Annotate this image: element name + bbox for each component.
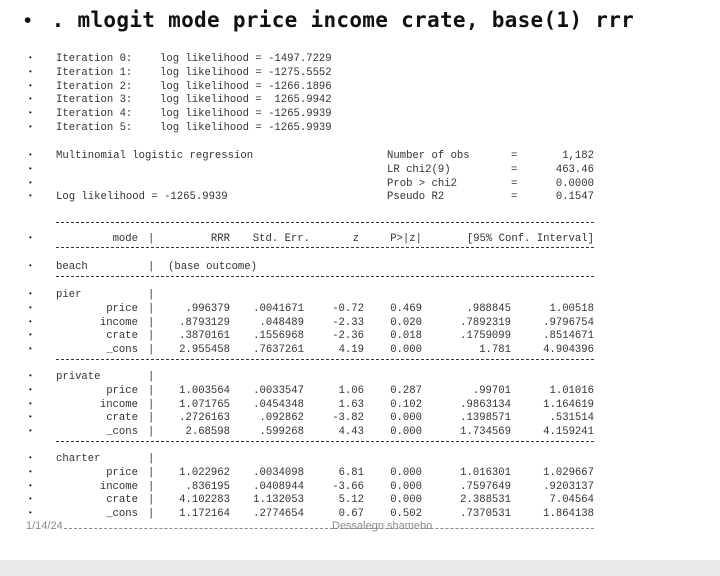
row-variable: income (99, 398, 138, 411)
row-p-value: 0.000 (390, 466, 422, 479)
row-ci-lower: 2.388531 (460, 494, 511, 507)
row-std-err: .599268 (259, 426, 304, 439)
row-std-err: .1556968 (253, 330, 304, 343)
base-outcome-name: beach (56, 261, 88, 273)
base-outcome-row (0, 260, 720, 274)
separator: | (148, 453, 155, 465)
divider-line (56, 247, 594, 248)
stat-label: Prob > chi2 (387, 177, 457, 190)
stat-equals: = (511, 177, 518, 190)
iteration-log-likelihood: log likelihood = -1275.5552 (160, 66, 332, 79)
row-p-value: 0.287 (390, 384, 422, 397)
outcome-name: charter (56, 453, 101, 465)
row-ci-upper: .9203137 (543, 480, 594, 493)
row-p-value: 0.018 (390, 330, 422, 343)
row-z: 0.67 (338, 508, 364, 521)
divider-line (56, 441, 594, 442)
row-z: 6.81 (338, 466, 364, 479)
table-row (0, 425, 720, 439)
row-std-err: .092862 (259, 412, 304, 425)
row-rrr: 1.071765 (179, 398, 230, 411)
iteration-row (0, 52, 720, 66)
row-std-err: .0034098 (253, 466, 304, 479)
iteration-label: Iteration 3: (56, 94, 133, 107)
outcome-group-row (0, 452, 720, 466)
separator: | (148, 371, 155, 383)
table-row (0, 493, 720, 507)
stat-label: LR chi2(9) (387, 163, 451, 176)
bullet: • (28, 385, 33, 395)
row-rrr: .8793129 (179, 316, 230, 329)
stat-value: 0.0000 (555, 177, 594, 190)
iteration-label: Iteration 2: (56, 80, 133, 93)
footer-author: Dessalegn shamebo (332, 520, 433, 532)
divider-line (56, 276, 594, 277)
bullet: • (28, 151, 33, 160)
separator: | (148, 426, 155, 439)
stat-equals: = (511, 191, 518, 204)
iteration-log-likelihood: log likelihood = 1265.9942 (160, 94, 332, 107)
row-ci-lower: 1.781 (479, 344, 511, 357)
row-variable: price (106, 384, 138, 397)
row-ci-lower: .99701 (472, 384, 511, 397)
stat-label: Pseudo R2 (387, 191, 445, 204)
row-rrr: 1.172164 (179, 508, 230, 521)
row-ci-upper: 4.904396 (543, 344, 594, 357)
row-z: 1.06 (338, 384, 364, 397)
outcome-group-row (0, 288, 720, 302)
row-ci-upper: .531514 (549, 412, 594, 425)
iteration-log-likelihood: log likelihood = -1266.1896 (160, 80, 332, 93)
iteration-row (0, 121, 720, 135)
row-ci-lower: .7892319 (460, 316, 511, 329)
bullet: • (28, 192, 33, 202)
bullet: • (24, 9, 32, 32)
row-z: -3.66 (332, 480, 364, 493)
iteration-row (0, 107, 720, 121)
table-row (0, 398, 720, 412)
iteration-log-likelihood: log likelihood = -1265.9939 (160, 108, 332, 121)
row-std-err: 1.132053 (253, 494, 304, 507)
row-ci-lower: 1.016301 (460, 466, 511, 479)
model-stat-row (0, 177, 720, 191)
row-variable: price (106, 466, 138, 479)
row-ci-lower: .7370531 (460, 508, 511, 521)
bullet: • (28, 95, 33, 105)
bullet: • (28, 290, 33, 299)
row-variable: income (99, 316, 138, 329)
header-conf-interval: [95% Conf. Interval] (466, 233, 594, 245)
row-variable: _cons (106, 344, 138, 357)
bullet: • (28, 123, 33, 132)
row-ci-upper: 1.00518 (549, 302, 594, 315)
row-std-err: .2774654 (253, 508, 304, 521)
table-header-row (0, 232, 720, 246)
separator: | (148, 344, 155, 357)
table-row (0, 316, 720, 330)
iteration-label: Iteration 4: (56, 108, 133, 121)
row-std-err: .0408944 (253, 480, 304, 493)
row-ci-lower: .9863134 (460, 398, 511, 411)
iteration-row (0, 66, 720, 80)
row-z: -0.72 (332, 302, 364, 315)
bullet: • (28, 509, 33, 519)
stat-equals: = (511, 150, 518, 162)
bullet: • (28, 81, 33, 91)
iteration-log-likelihood: log likelihood = -1497.7229 (160, 53, 332, 65)
row-ci-lower: .1398571 (460, 412, 511, 425)
header-z: z (352, 233, 359, 245)
bullet: • (28, 372, 33, 381)
bullet: • (28, 454, 33, 463)
row-ci-upper: 7.04564 (549, 494, 594, 507)
bullet: • (28, 317, 33, 327)
model-stat-row (0, 190, 720, 204)
row-p-value: 0.000 (390, 480, 422, 493)
row-variable: price (106, 302, 138, 315)
row-rrr: .2726163 (179, 412, 230, 425)
row-ci-lower: 1.734569 (460, 426, 511, 439)
row-rrr: .996379 (185, 302, 230, 315)
divider-line (56, 222, 594, 223)
separator: | (148, 480, 155, 493)
row-p-value: 0.000 (390, 344, 422, 357)
row-ci-lower: .1759099 (460, 330, 511, 343)
table-row (0, 302, 720, 316)
bullet: • (28, 67, 33, 77)
bullet: • (28, 109, 33, 119)
model-stat-row (0, 163, 720, 177)
table-row (0, 466, 720, 480)
row-p-value: 0.102 (390, 398, 422, 411)
divider-line (56, 359, 594, 360)
row-std-err: .048489 (259, 316, 304, 329)
separator: | (148, 466, 155, 479)
row-variable: crate (106, 412, 138, 425)
separator: | (148, 289, 155, 301)
bullet: • (28, 345, 33, 355)
base-outcome-text: (base outcome) (168, 261, 258, 273)
outcome-name: pier (56, 289, 82, 301)
row-ci-upper: 1.864138 (543, 508, 594, 521)
row-z: 4.19 (338, 344, 364, 357)
header-p: P>|z| (390, 233, 422, 245)
row-z: -3.82 (332, 412, 364, 425)
row-std-err: .7637261 (253, 344, 304, 357)
footer-date: 1/14/24 (26, 520, 63, 532)
row-rrr: .3870161 (179, 330, 230, 343)
row-variable: _cons (106, 508, 138, 521)
header-mode: mode (112, 233, 138, 245)
row-p-value: 0.469 (390, 302, 422, 315)
iteration-label: Iteration 0: (56, 53, 133, 65)
row-std-err: .0041671 (253, 302, 304, 315)
bullet: • (28, 481, 33, 491)
separator: | (148, 261, 155, 273)
bullet: • (28, 331, 33, 341)
stat-label: Number of obs (387, 150, 470, 162)
row-ci-upper: 1.164619 (543, 398, 594, 411)
header-separator: | (148, 233, 155, 245)
stat-equals: = (511, 163, 518, 176)
stat-value: 0.1547 (555, 191, 594, 204)
row-rrr: .836195 (185, 480, 230, 493)
row-rrr: 4.102283 (179, 494, 230, 507)
row-rrr: 2.68598 (185, 426, 230, 439)
row-z: 1.63 (338, 398, 364, 411)
iteration-label: Iteration 1: (56, 66, 133, 79)
outcome-name: private (56, 371, 101, 383)
row-p-value: 0.000 (390, 412, 422, 425)
separator: | (148, 302, 155, 315)
bullet: • (28, 495, 33, 505)
row-p-value: 0.502 (390, 508, 422, 521)
iteration-label: Iteration 5: (56, 122, 133, 134)
bullet: • (28, 164, 33, 174)
row-z: 4.43 (338, 426, 364, 439)
model-title-row (0, 149, 720, 163)
iteration-row (0, 80, 720, 94)
header-std-err: Std. Err. (252, 233, 310, 245)
row-p-value: 0.000 (390, 494, 422, 507)
row-ci-upper: .8514671 (543, 330, 594, 343)
separator: | (148, 330, 155, 343)
row-ci-upper: 1.01016 (549, 384, 594, 397)
separator: | (148, 412, 155, 425)
bullet: • (28, 178, 33, 188)
stat-value: 1,182 (562, 150, 594, 162)
row-p-value: 0.000 (390, 426, 422, 439)
table-row (0, 343, 720, 357)
row-std-err: .0454348 (253, 398, 304, 411)
separator: | (148, 384, 155, 397)
bullet: • (28, 413, 33, 423)
separator: | (148, 508, 155, 521)
separator: | (148, 316, 155, 329)
stat-value: 463.46 (555, 163, 594, 176)
bullet: • (28, 54, 33, 63)
command-text: . mlogit mode price income crate, base(1) rrr (51, 8, 635, 32)
table-row (0, 480, 720, 494)
separator: | (148, 398, 155, 411)
header-rrr: RRR (210, 233, 230, 245)
bullet: • (28, 467, 33, 477)
row-ci-lower: .988845 (466, 302, 511, 315)
table-row (0, 329, 720, 343)
row-rrr: 1.022962 (179, 466, 230, 479)
footer-divider (64, 528, 594, 529)
model-title: Multinomial logistic regression (56, 150, 254, 162)
table-row (0, 411, 720, 425)
row-ci-upper: 1.029667 (543, 466, 594, 479)
row-variable: income (99, 480, 138, 493)
row-p-value: 0.020 (390, 316, 422, 329)
row-z: -2.36 (332, 330, 364, 343)
row-variable: crate (106, 330, 138, 343)
row-variable: crate (106, 494, 138, 507)
bullet: • (28, 399, 33, 409)
outcome-group-row (0, 370, 720, 384)
table-row (0, 384, 720, 398)
row-ci-upper: .9796754 (543, 316, 594, 329)
bullet: • (28, 262, 33, 271)
row-variable: _cons (106, 426, 138, 439)
log-likelihood: Log likelihood = -1265.9939 (56, 191, 228, 204)
iteration-log-likelihood: log likelihood = -1265.9939 (160, 122, 332, 134)
row-ci-upper: 4.159241 (543, 426, 594, 439)
row-z: -2.33 (332, 316, 364, 329)
row-rrr: 1.003564 (179, 384, 230, 397)
bullet: • (28, 427, 33, 437)
iteration-row (0, 93, 720, 107)
separator: | (148, 494, 155, 507)
command-line (24, 8, 634, 33)
row-ci-lower: .7597649 (460, 480, 511, 493)
row-z: 5.12 (338, 494, 364, 507)
bullet: • (28, 234, 33, 243)
row-rrr: 2.955458 (179, 344, 230, 357)
row-std-err: .0033547 (253, 384, 304, 397)
bullet: • (28, 303, 33, 313)
